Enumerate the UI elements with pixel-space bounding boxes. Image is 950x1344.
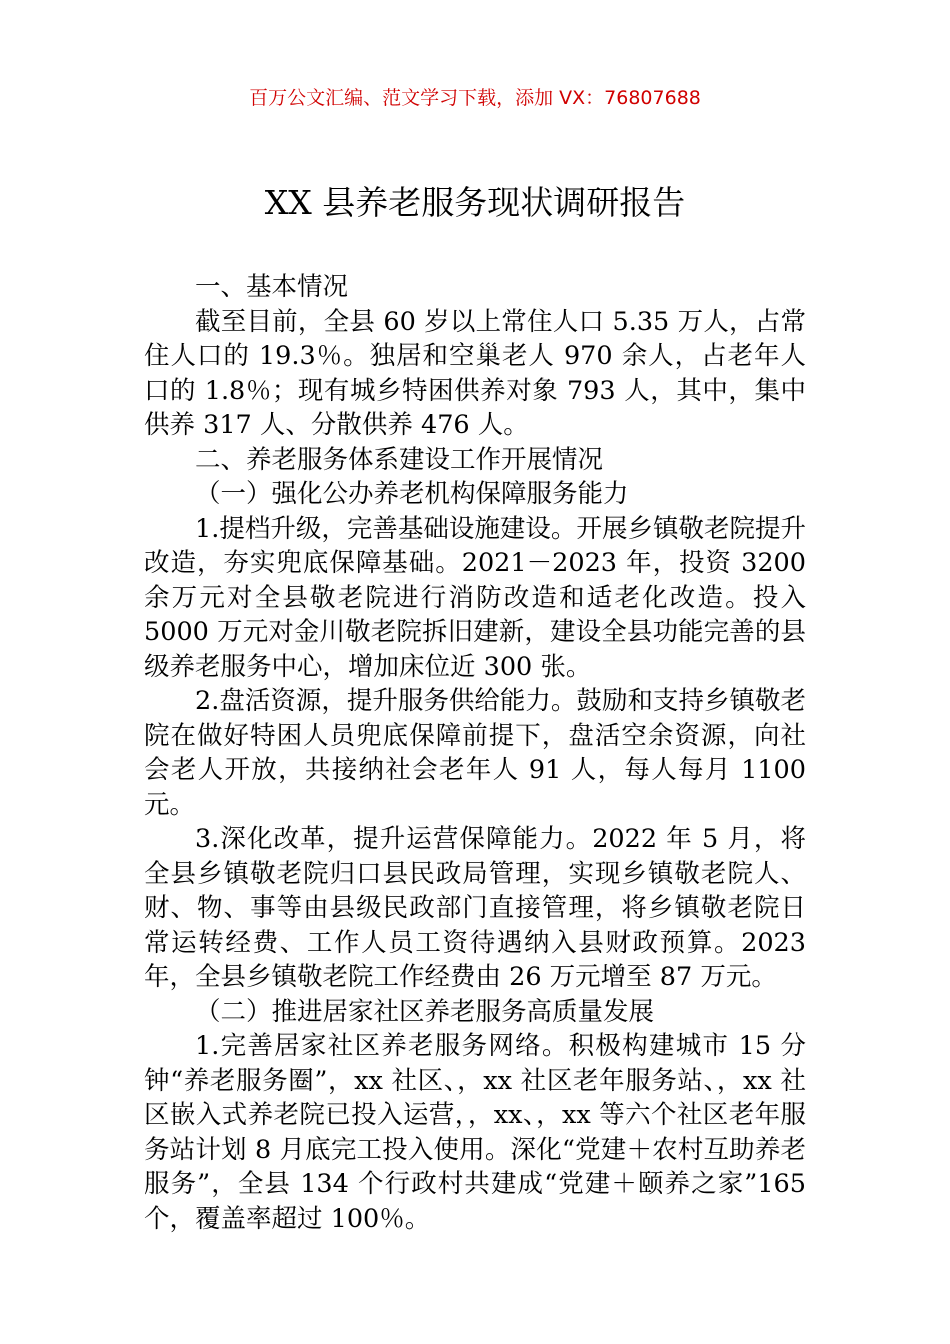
document-body <box>144 270 806 1236</box>
page-title: XX 县养老服务现状调研报告 <box>264 183 686 222</box>
paragraph-resources: 2.盘活资源，提升服务供给能力。鼓励和支持乡镇敬老院在做好特困人员兜底保障前提下，盘活空余资源，向社会老人开放，共接纳社会老年人 91 人，每人每月 1100 元。 <box>144 686 806 820</box>
subsection-heading-public-institutions: （一）强化公办养老机构保障服务能力 <box>195 479 629 509</box>
paragraph-community-network: 1.完善居家社区养老服务网络。积极构建城市 15 分钟“养老服务圈”，xx 社区、，xx 社区老年服务站、，xx 社区嵌入式养老院已投入运营，，xx、，xx 等六个社区老年服务站计划 8 月底完工投入使用。深化“党建＋农村互助养老服务”，全县 134 个行政村共建成“党建＋颐养之家”165 个，覆盖率超过 100％。 <box>144 1031 806 1234</box>
paragraph-basic-info: 截至目前，全县 60 岁以上常住人口 5.35 万人，占常住人口的 19.3％。独居和空巢老人 970 余人，占老年人口的 1.8％；现有城乡特困供养对象 793 人，其中，集中供养 317 人、分散供养 476 人。 <box>144 306 806 440</box>
paragraph-reform: 3.深化改革，提升运营保障能力。2022 年 5 月，将全县乡镇敬老院归口县民政局管理，实现乡镇敬老院人、财、物、事等由县级民政部门直接管理，将乡镇敬老院日常运转经费、工作人员工资待遇纳入县财政预算。2023 年，全县乡镇敬老院工作经费由 26 万元增至 87 万元。 <box>144 824 806 992</box>
subsection-heading-community: （二）推进居家社区养老服务高质量发展 <box>195 996 655 1027</box>
section-heading-basic: 一、基本情况 <box>195 272 349 302</box>
watermark-text: 百万公文汇编、范文学习下载，添加 VX：76807688 <box>249 87 701 109</box>
paragraph-upgrade: 1.提档升级，完善基础设施建设。开展乡镇敬老院提升改造，夯实兜底保障基础。2021－2023 年，投资 3200 余万元对全县敬老院进行消防改造和适老化改造。投入 5000 万元对金川敬老院拆旧建新，建设全县功能完善的县级养老服务中心，增加床位近 300 张。 <box>144 513 806 682</box>
section-heading-system: 二、养老服务体系建设工作开展情况 <box>195 444 604 475</box>
